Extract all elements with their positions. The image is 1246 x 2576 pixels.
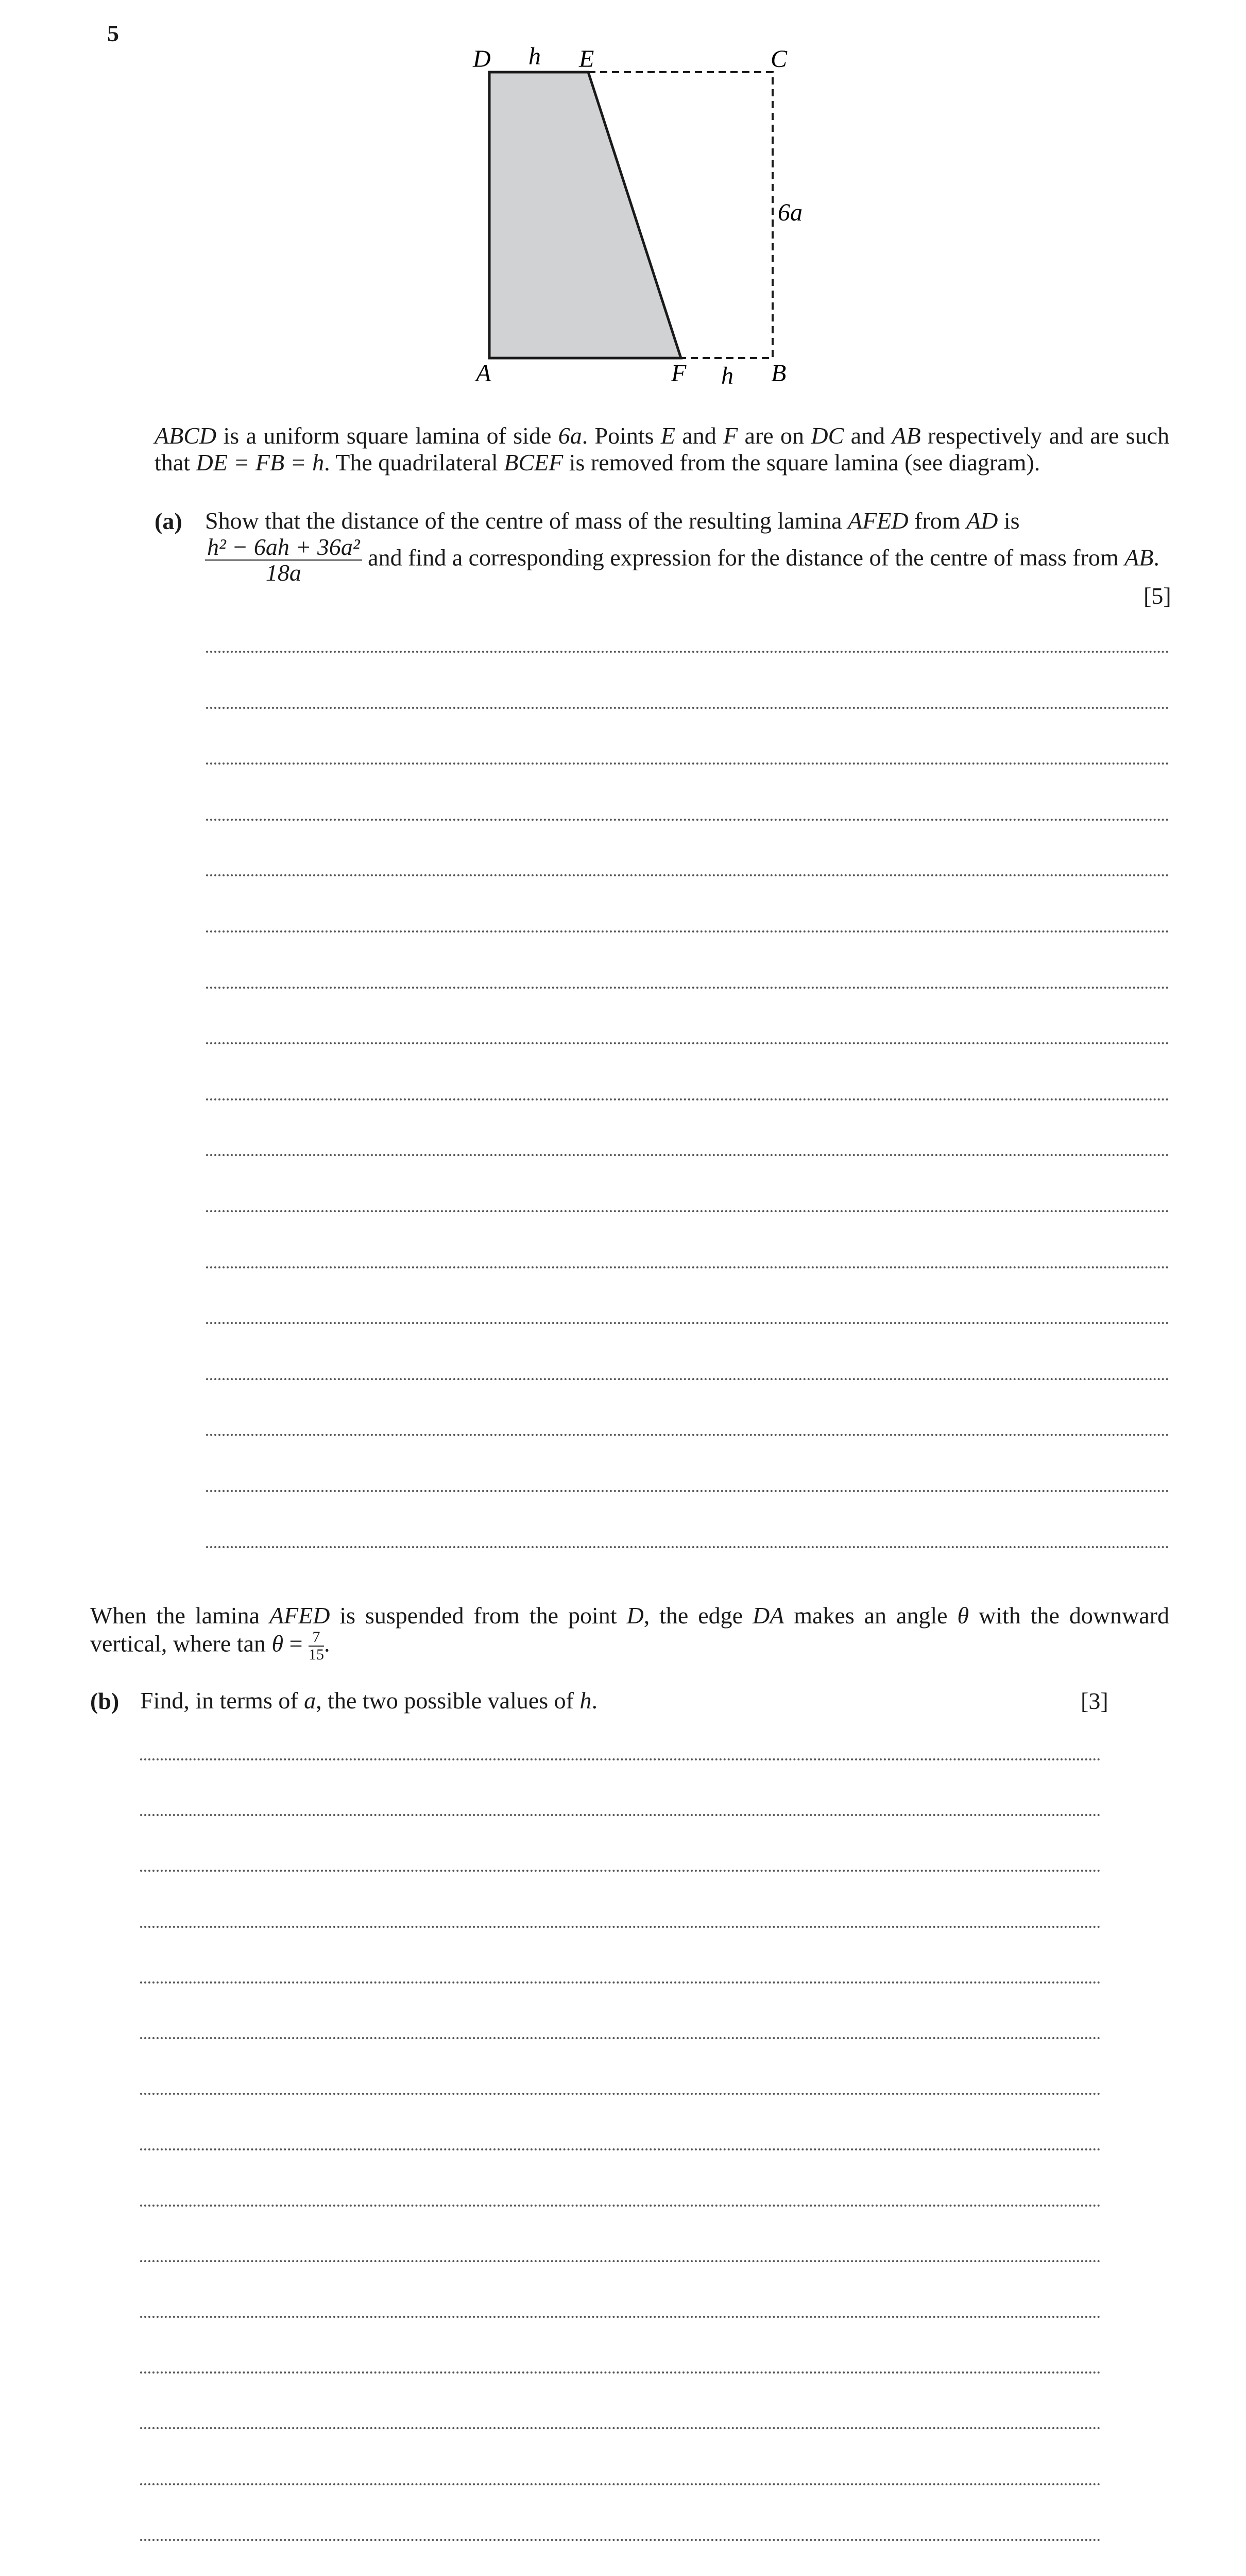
label-a: A xyxy=(476,360,491,387)
answer-line[interactable] xyxy=(140,2427,1101,2429)
answer-line[interactable] xyxy=(206,819,1169,821)
answer-line[interactable] xyxy=(140,1814,1101,1816)
label-e: E xyxy=(579,45,594,73)
answer-line[interactable] xyxy=(206,1546,1169,1548)
answer-line[interactable] xyxy=(206,1434,1169,1436)
part-a-text-2: $\frac{\text{h² − 6ah + 36a²}}{18a}$ and find a corresponding expression for the distance of the centre of mass from AB. xyxy=(205,535,1169,585)
answer-line[interactable] xyxy=(206,874,1169,876)
part-b-label: (b) xyxy=(90,1688,120,1714)
answer-line[interactable] xyxy=(140,1981,1101,1984)
answer-line[interactable] xyxy=(206,762,1169,765)
answer-line[interactable] xyxy=(140,2483,1101,2485)
answer-line[interactable] xyxy=(206,651,1169,653)
answer-line[interactable] xyxy=(140,2093,1101,2095)
answer-line[interactable] xyxy=(140,2205,1101,2207)
lamina-diagram xyxy=(0,0,1246,412)
part-a-text: Show that the distance of the centre of mass of the resulting lamina AFED from AD is xyxy=(205,507,1020,534)
label-6a: 6a xyxy=(778,199,803,226)
label-b: B xyxy=(771,360,787,387)
answer-line[interactable] xyxy=(140,1870,1101,1872)
answer-line[interactable] xyxy=(206,1210,1169,1212)
centre-of-mass-fraction: $\frac{\text{h² − 6ah + 36a²}}{18a}$ xyxy=(205,535,362,585)
answer-line[interactable] xyxy=(140,1758,1101,1760)
answer-line[interactable] xyxy=(140,2371,1101,2374)
answer-line[interactable] xyxy=(140,2260,1101,2262)
answer-line[interactable] xyxy=(140,2037,1101,2039)
answer-line[interactable] xyxy=(206,930,1169,933)
label-d: D xyxy=(473,45,491,73)
part-a-label: (a) xyxy=(155,508,182,534)
answer-line[interactable] xyxy=(206,1042,1169,1044)
answer-line[interactable] xyxy=(206,1098,1169,1100)
answer-line[interactable] xyxy=(140,2148,1101,2150)
lamina-afed xyxy=(489,72,681,358)
answer-line[interactable] xyxy=(206,1266,1169,1268)
answer-line[interactable] xyxy=(206,1154,1169,1156)
answer-line[interactable] xyxy=(206,1322,1169,1324)
label-f: F xyxy=(671,360,687,387)
answer-line[interactable] xyxy=(140,1926,1101,1928)
part-a-marks: [5] xyxy=(1143,583,1171,609)
label-h-bottom: h xyxy=(721,362,733,389)
intro-text: ABCD is a uniform square lamina of side 6a. Points E and F are on DC and AB respectively and are such that DE = FB = h. The quadrilateral BCEF is removed from the square lamina (see diagram). xyxy=(155,422,1170,476)
answer-line[interactable] xyxy=(206,1378,1169,1380)
label-h-top: h xyxy=(528,43,541,70)
answer-line[interactable] xyxy=(140,2539,1101,2541)
label-c: C xyxy=(771,45,788,73)
tan-fraction: $\frac{7}{15}$ xyxy=(309,1629,325,1663)
part-b-text: Find, in terms of a, the two possible values of h. xyxy=(140,1687,598,1714)
answer-line[interactable] xyxy=(206,707,1169,709)
answer-line[interactable] xyxy=(140,2316,1101,2318)
part-b-marks: [3] xyxy=(1081,1688,1108,1714)
answer-line[interactable] xyxy=(206,1490,1169,1492)
question-number: 5 xyxy=(107,20,119,46)
suspension-text: When the lamina AFED is suspended from the point D, the edge DA makes an angle θ with the downward vertical, where tan θ = $\frac{7}{15}$ . xyxy=(90,1602,1170,1663)
answer-line[interactable] xyxy=(206,987,1169,989)
